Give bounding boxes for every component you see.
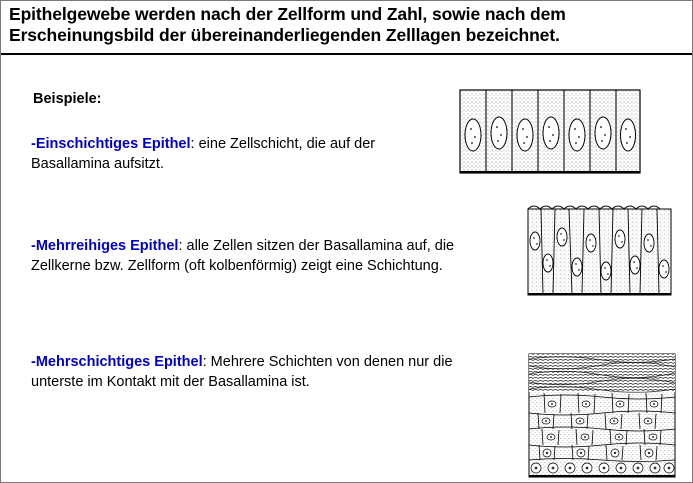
stratified-epithelium-diagram (528, 353, 676, 478)
example-lead-pseudostratified: -Mehrreihiges Epithel (31, 238, 179, 254)
pseudostratified-epithelium-diagram (527, 201, 672, 299)
single-layer-epithelium-diagram (459, 89, 641, 174)
title-divider (1, 53, 692, 55)
example-body-single-layer: : eine Zellschicht, die auf der Basallamina aufsitzt. (31, 136, 376, 172)
page-title (9, 4, 685, 45)
example-body-pseudostratified: : alle Zellen sitzen der Basallamina auf, die Zellkerne bzw. Zellform (oft kolbenförmig) zeigt eine Schichtung. (31, 238, 455, 274)
example-block-pseudostratified (31, 237, 501, 276)
example-lead-single-layer: -Einschichtiges Epithel (31, 136, 191, 152)
example-block-stratified (31, 353, 471, 392)
example-body-stratified: : Mehrere Schichten von denen nur die unterste im Kontakt mit der Basallamina ist. (31, 354, 453, 390)
example-lead-stratified: -Mehrschichtiges Epithel (31, 354, 203, 370)
examples-heading: Beispiele: (33, 91, 102, 107)
page-title-line-1: Epithelgewebe werden nach der Zellform und Zahl, sowie nach dem (9, 4, 566, 24)
page-title-line-2: Erscheinungsbild der übereinanderliegenden Zelllagen bezeichnet. (9, 24, 560, 45)
example-block-single-layer (31, 135, 431, 174)
